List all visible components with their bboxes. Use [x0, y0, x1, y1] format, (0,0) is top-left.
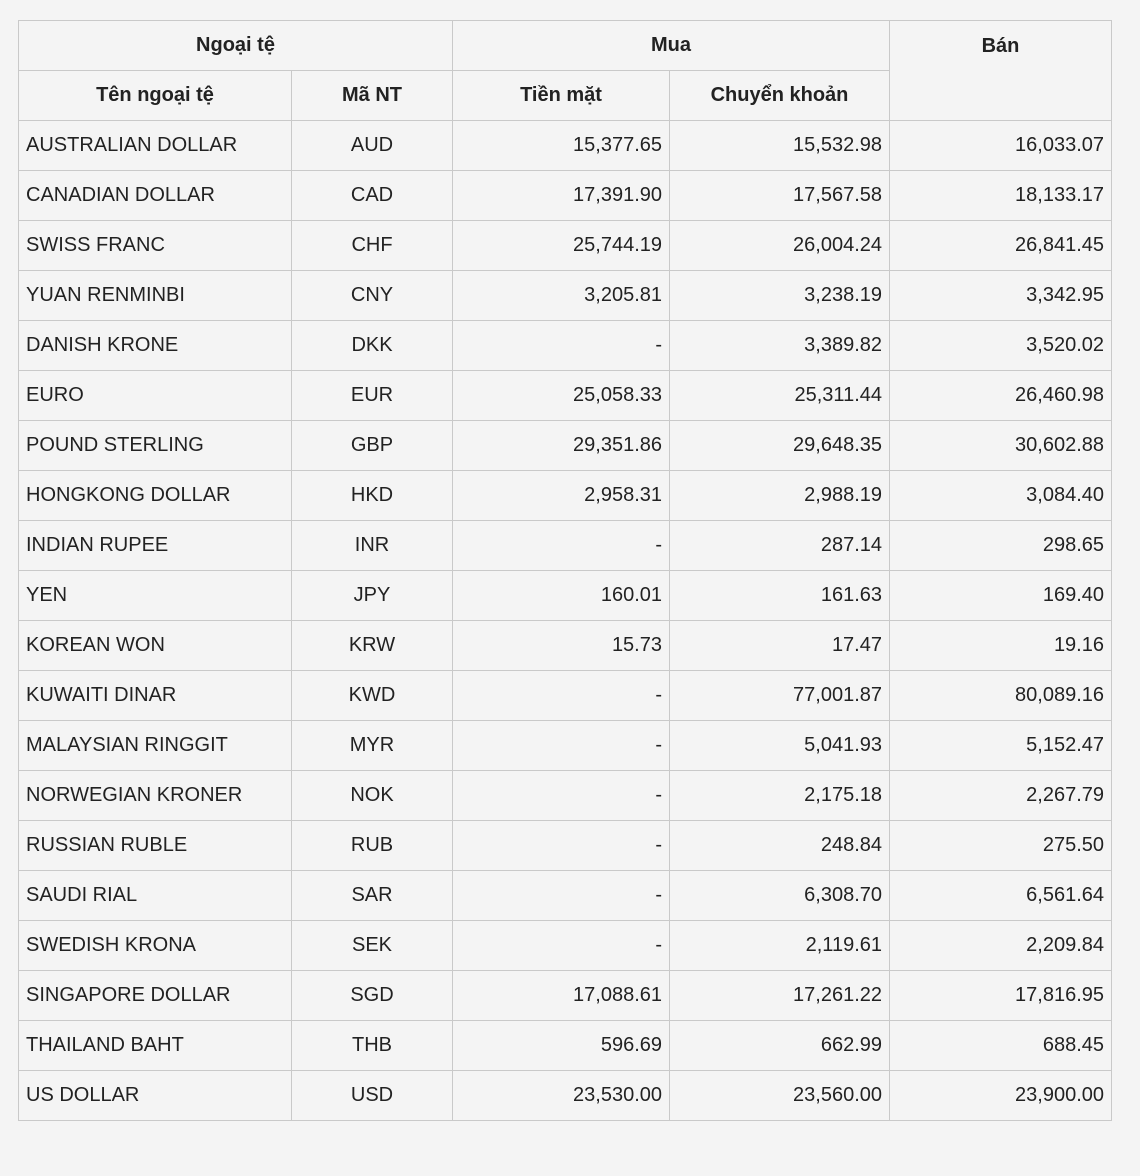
- currency-code: JPY: [292, 571, 453, 621]
- buy-transfer-value: 26,004.24: [670, 221, 890, 271]
- buy-transfer-value: 29,648.35: [670, 421, 890, 471]
- currency-code: EUR: [292, 371, 453, 421]
- sell-value: 2,267.79: [890, 771, 1112, 821]
- buy-transfer-value: 15,532.98: [670, 121, 890, 171]
- currency-code: SGD: [292, 971, 453, 1021]
- currency-code: DKK: [292, 321, 453, 371]
- buy-cash-value: -: [453, 871, 670, 921]
- sell-value: 3,084.40: [890, 471, 1112, 521]
- buy-transfer-value: 3,238.19: [670, 271, 890, 321]
- sell-value: 26,460.98: [890, 371, 1112, 421]
- table-row: [19, 421, 1112, 471]
- currency-code: RUB: [292, 821, 453, 871]
- header-row-group: [19, 21, 1112, 71]
- sell-value: 169.40: [890, 571, 1112, 621]
- currency-name: AUSTRALIAN DOLLAR: [19, 121, 292, 171]
- currency-name: SINGAPORE DOLLAR: [19, 971, 292, 1021]
- currency-code: USD: [292, 1071, 453, 1121]
- sell-value: 5,152.47: [890, 721, 1112, 771]
- buy-transfer-value: 23,560.00: [670, 1071, 890, 1121]
- buy-transfer-value: 2,988.19: [670, 471, 890, 521]
- buy-transfer-value: 25,311.44: [670, 371, 890, 421]
- currency-code: SAR: [292, 871, 453, 921]
- header-cash: Tiền mặt: [453, 71, 670, 121]
- sell-value: 30,602.88: [890, 421, 1112, 471]
- exchange-rate-table-container: [18, 20, 1111, 1121]
- currency-code: HKD: [292, 471, 453, 521]
- currency-code: NOK: [292, 771, 453, 821]
- buy-transfer-value: 17,567.58: [670, 171, 890, 221]
- currency-code: CNY: [292, 271, 453, 321]
- table-row: [19, 371, 1112, 421]
- currency-name: YEN: [19, 571, 292, 621]
- header-buy-group: Mua: [453, 21, 890, 71]
- buy-transfer-value: 5,041.93: [670, 721, 890, 771]
- buy-cash-value: 17,088.61: [453, 971, 670, 1021]
- buy-cash-value: 2,958.31: [453, 471, 670, 521]
- currency-name: SAUDI RIAL: [19, 871, 292, 921]
- buy-transfer-value: 77,001.87: [670, 671, 890, 721]
- table-row: [19, 121, 1112, 171]
- currency-name: EURO: [19, 371, 292, 421]
- sell-value: 275.50: [890, 821, 1112, 871]
- sell-value: 19.16: [890, 621, 1112, 671]
- currency-name: INDIAN RUPEE: [19, 521, 292, 571]
- sell-value: 18,133.17: [890, 171, 1112, 221]
- buy-cash-value: 25,744.19: [453, 221, 670, 271]
- table-row: [19, 221, 1112, 271]
- currency-name: POUND STERLING: [19, 421, 292, 471]
- sell-value: 23,900.00: [890, 1071, 1112, 1121]
- buy-cash-value: 15,377.65: [453, 121, 670, 171]
- buy-transfer-value: 3,389.82: [670, 321, 890, 371]
- currency-name: KUWAITI DINAR: [19, 671, 292, 721]
- buy-cash-value: -: [453, 771, 670, 821]
- table-row: [19, 971, 1112, 1021]
- buy-cash-value: 29,351.86: [453, 421, 670, 471]
- buy-cash-value: -: [453, 921, 670, 971]
- header-currency-code: Mã NT: [292, 71, 453, 121]
- currency-code: CAD: [292, 171, 453, 221]
- buy-cash-value: 25,058.33: [453, 371, 670, 421]
- table-row: [19, 471, 1112, 521]
- currency-code: GBP: [292, 421, 453, 471]
- header-currency-group: Ngoại tệ: [19, 21, 453, 71]
- buy-cash-value: 15.73: [453, 621, 670, 671]
- buy-cash-value: 160.01: [453, 571, 670, 621]
- currency-code: KRW: [292, 621, 453, 671]
- currency-code: KWD: [292, 671, 453, 721]
- buy-transfer-value: 2,175.18: [670, 771, 890, 821]
- buy-transfer-value: 17,261.22: [670, 971, 890, 1021]
- table-row: [19, 1071, 1112, 1121]
- table-row: [19, 771, 1112, 821]
- table-row: [19, 671, 1112, 721]
- sell-value: 2,209.84: [890, 921, 1112, 971]
- currency-code: INR: [292, 521, 453, 571]
- sell-value: 26,841.45: [890, 221, 1112, 271]
- table-row: [19, 921, 1112, 971]
- currency-name: CANADIAN DOLLAR: [19, 171, 292, 221]
- sell-value: 3,520.02: [890, 321, 1112, 371]
- table-row: [19, 271, 1112, 321]
- table-row: [19, 871, 1112, 921]
- table-row: [19, 721, 1112, 771]
- buy-transfer-value: 17.47: [670, 621, 890, 671]
- buy-cash-value: 3,205.81: [453, 271, 670, 321]
- buy-transfer-value: 662.99: [670, 1021, 890, 1071]
- header-sell: Bán: [890, 21, 1112, 121]
- table-row: [19, 621, 1112, 671]
- currency-name: NORWEGIAN KRONER: [19, 771, 292, 821]
- buy-transfer-value: 287.14: [670, 521, 890, 571]
- currency-code: AUD: [292, 121, 453, 171]
- sell-value: 80,089.16: [890, 671, 1112, 721]
- currency-code: CHF: [292, 221, 453, 271]
- header-currency-name: Tên ngoại tệ: [19, 71, 292, 121]
- buy-transfer-value: 6,308.70: [670, 871, 890, 921]
- buy-transfer-value: 248.84: [670, 821, 890, 871]
- currency-name: SWISS FRANC: [19, 221, 292, 271]
- buy-cash-value: -: [453, 821, 670, 871]
- currency-name: KOREAN WON: [19, 621, 292, 671]
- buy-cash-value: -: [453, 671, 670, 721]
- header-transfer: Chuyển khoản: [670, 71, 890, 121]
- currency-name: US DOLLAR: [19, 1071, 292, 1121]
- table-row: [19, 571, 1112, 621]
- sell-value: 298.65: [890, 521, 1112, 571]
- table-row: [19, 321, 1112, 371]
- exchange-rate-table: [18, 20, 1112, 1121]
- sell-value: 16,033.07: [890, 121, 1112, 171]
- currency-name: DANISH KRONE: [19, 321, 292, 371]
- currency-name: THAILAND BAHT: [19, 1021, 292, 1071]
- currency-code: MYR: [292, 721, 453, 771]
- table-row: [19, 821, 1112, 871]
- buy-cash-value: -: [453, 721, 670, 771]
- sell-value: 688.45: [890, 1021, 1112, 1071]
- currency-name: MALAYSIAN RINGGIT: [19, 721, 292, 771]
- sell-value: 17,816.95: [890, 971, 1112, 1021]
- currency-name: YUAN RENMINBI: [19, 271, 292, 321]
- buy-cash-value: 23,530.00: [453, 1071, 670, 1121]
- buy-cash-value: -: [453, 521, 670, 571]
- currency-name: HONGKONG DOLLAR: [19, 471, 292, 521]
- table-row: [19, 521, 1112, 571]
- sell-value: 3,342.95: [890, 271, 1112, 321]
- buy-transfer-value: 161.63: [670, 571, 890, 621]
- table-row: [19, 171, 1112, 221]
- buy-cash-value: -: [453, 321, 670, 371]
- currency-name: SWEDISH KRONA: [19, 921, 292, 971]
- buy-cash-value: 596.69: [453, 1021, 670, 1071]
- currency-code: SEK: [292, 921, 453, 971]
- buy-transfer-value: 2,119.61: [670, 921, 890, 971]
- buy-cash-value: 17,391.90: [453, 171, 670, 221]
- table-row: [19, 1021, 1112, 1071]
- currency-code: THB: [292, 1021, 453, 1071]
- sell-value: 6,561.64: [890, 871, 1112, 921]
- currency-name: RUSSIAN RUBLE: [19, 821, 292, 871]
